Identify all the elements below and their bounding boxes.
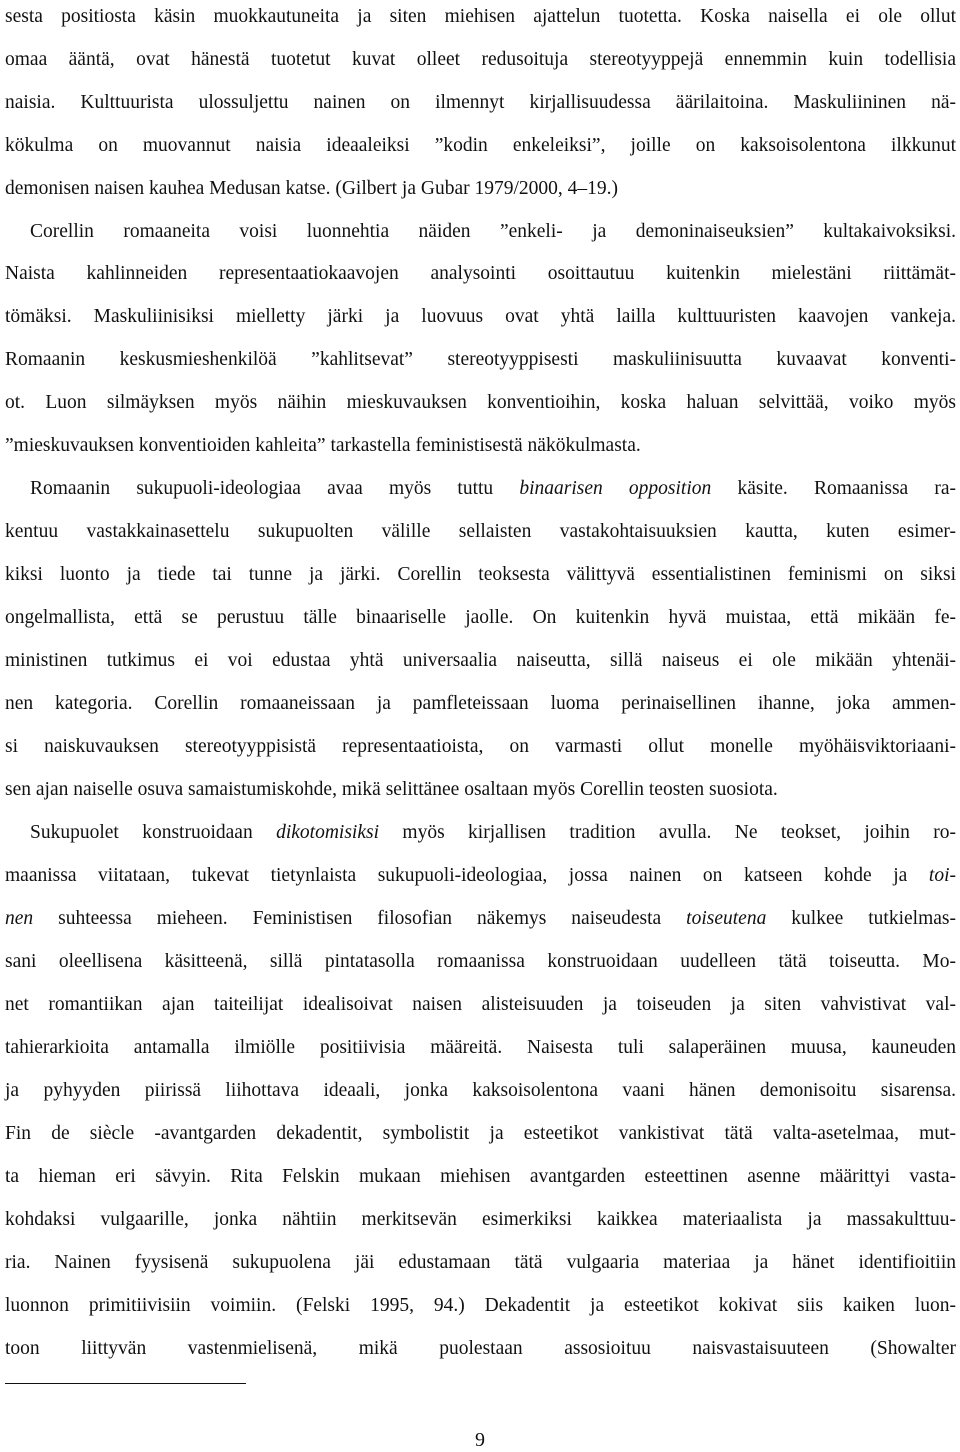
text-line: si naiskuvauksen stereotyyppisistä representaatioista, on varmasti ollut monelle myöhäisviktoriaani-: [5, 736, 956, 757]
text-line: toon liittyvän vastenmielisenä, mikä puolestaan assosioituu naisvastaisuuteen (Showalter: [5, 1338, 956, 1359]
italic-term: binaarisen opposition: [519, 478, 712, 499]
text-line: kökulma on muovannut naisia ideaaleiksi ”kodin enkeleiksi”, joille on kaksoisolentona ilkkunut: [5, 135, 956, 156]
text-line: kentuu vastakkainasettelu sukupuolten välille sellaisten vastakohtaisuuksien kautta, kuten esimer-: [5, 521, 956, 542]
italic-term: dikotomisiksi: [276, 822, 380, 843]
text-line: ot. Luon silmäyksen myös näihin mieskuvauksen konventioihin, koska haluan selvittää, voiko myös: [5, 392, 956, 413]
text-line: Sukupuolet konstruoidaan dikotomisiksi myös kirjallisen tradition avulla. Ne teokset, joihin ro-: [30, 822, 956, 843]
text-line: demonisen naisen kauhea Medusan katse. (Gilbert ja Gubar 1979/2000, 4–19.): [5, 178, 619, 199]
text-line: Corellin romaaneita voisi luonnehtia näiden ”enkeli- ja demoninaiseuksien” kultakaivoksiksi.: [30, 221, 956, 242]
text-line: sesta positiosta käsin muokkautuneita ja siten miehisen ajattelun tuotetta. Koska naisella ei ole ollut: [5, 6, 956, 27]
text-line: Fin de siècle -avantgarden dekadentit, symbolistit ja esteetikot vankistivat tätä valta-asetelmaa, mut-: [5, 1123, 956, 1144]
text-line: sani oleellisena käsitteenä, sillä pintatasolla romaanissa konstruoidaan uudelleen tätä toiseutta. Mo-: [5, 951, 956, 972]
text-line: kiksi luonto ja tiede tai tunne ja järki. Corellin teoksesta välittyvä essentialistinen feminismi on siksi: [5, 564, 956, 585]
text-line: nen kategoria. Corellin romaaneissaan ja pamfleteissaan luoma perinaisellinen ihanne, joka ammen-: [5, 693, 956, 714]
text-line: ria. Nainen fyysisenä sukupuolena jäi edustamaan tätä vulgaaria materiaa ja hänet identifioitiin: [5, 1252, 956, 1273]
text-line: naisia. Kulttuurista ulossuljettu nainen on ilmennyt kirjallisuudessa äärilaitoina. Maskuliininen nä-: [5, 92, 956, 113]
text-line: maanissa viitataan, tukevat tietynlaista sukupuoli-ideologiaa, jossa nainen on katseen kohde ja toi-: [5, 865, 956, 886]
text-line: ongelmallista, että se perustuu tälle binaariselle jaolle. On kuitenkin hyvä muistaa, että mikään fe-: [5, 607, 956, 628]
footnote-divider: [5, 1383, 246, 1384]
page-number: 9: [475, 1429, 485, 1451]
text-line: tömäksi. Maskuliinisiksi mielletty järki ja luovuus ovat yhtä lailla kulttuuristen kaavojen vankeja.: [5, 306, 956, 327]
text-line: net romantiikan ajan taiteilijat idealisoivat naisen alisteisuuden ja toiseuden ja siten vahvistivat val-: [5, 994, 956, 1015]
text-line: ”mieskuvauksen konventioiden kahleita” tarkastella feministisestä näkökulmasta.: [5, 435, 641, 456]
text-line: tahierarkioita antamalla ilmiölle positiivisia määreitä. Naisesta tuli salaperäinen muusa, kauneuden: [5, 1037, 956, 1058]
italic-term: toiseutena: [686, 908, 767, 929]
text-line: nen suhteessa mieheen. Feministisen filosofian näkemys naiseudesta toiseutena kulkee tutkielmas-: [5, 908, 956, 929]
text-line: Naista kahlinneiden representaatiokaavojen analysointi osoittautuu kuitenkin mielestäni riittämät-: [5, 263, 956, 284]
text-line: luonnon primitiivisiin voimiin. (Felski 1995, 94.) Dekadentit ja esteetikot kokivat siis kaiken luon-: [5, 1295, 956, 1316]
text-line: Romaanin sukupuoli-ideologiaa avaa myös tuttu binaarisen opposition käsite. Romaanissa ra-: [30, 478, 957, 499]
text-line: ministinen tutkimus ei voi edustaa yhtä universaalia naiseutta, sillä naiseus ei ole mikään yhtenäi-: [5, 650, 956, 671]
text-line: Romaanin keskusmieshenkilöä ”kahlitsevat” stereotyyppisesti maskuliinisuutta kuvaavat konventi-: [5, 349, 956, 370]
italic-term: nen: [5, 908, 34, 929]
text-line: sen ajan naiselle osuva samaistumiskohde, mikä selittänee osaltaan myös Corellin teosten suosiota.: [5, 779, 778, 800]
text-line: kohdaksi vulgaarille, jonka nähtiin merkitsevän esimerkiksi kaikkea materiaalista ja massakulttuu-: [5, 1209, 956, 1230]
text-line: ta hieman eri sävyin. Rita Felskin mukaan miehisen avantgarden esteettinen asenne määrittyi vasta-: [5, 1166, 956, 1187]
italic-term: toi-: [928, 865, 956, 886]
text-line: omaa ääntä, ovat hänestä tuotetut kuvat olleet redusoituja stereotyyppejä ennemmin kuin todellisia: [5, 49, 956, 70]
text-line: ja pyhyyden piirissä liihottava ideaali, jonka kaksoisolentona vaani hänen demonisoitu sisarensa.: [5, 1080, 956, 1101]
